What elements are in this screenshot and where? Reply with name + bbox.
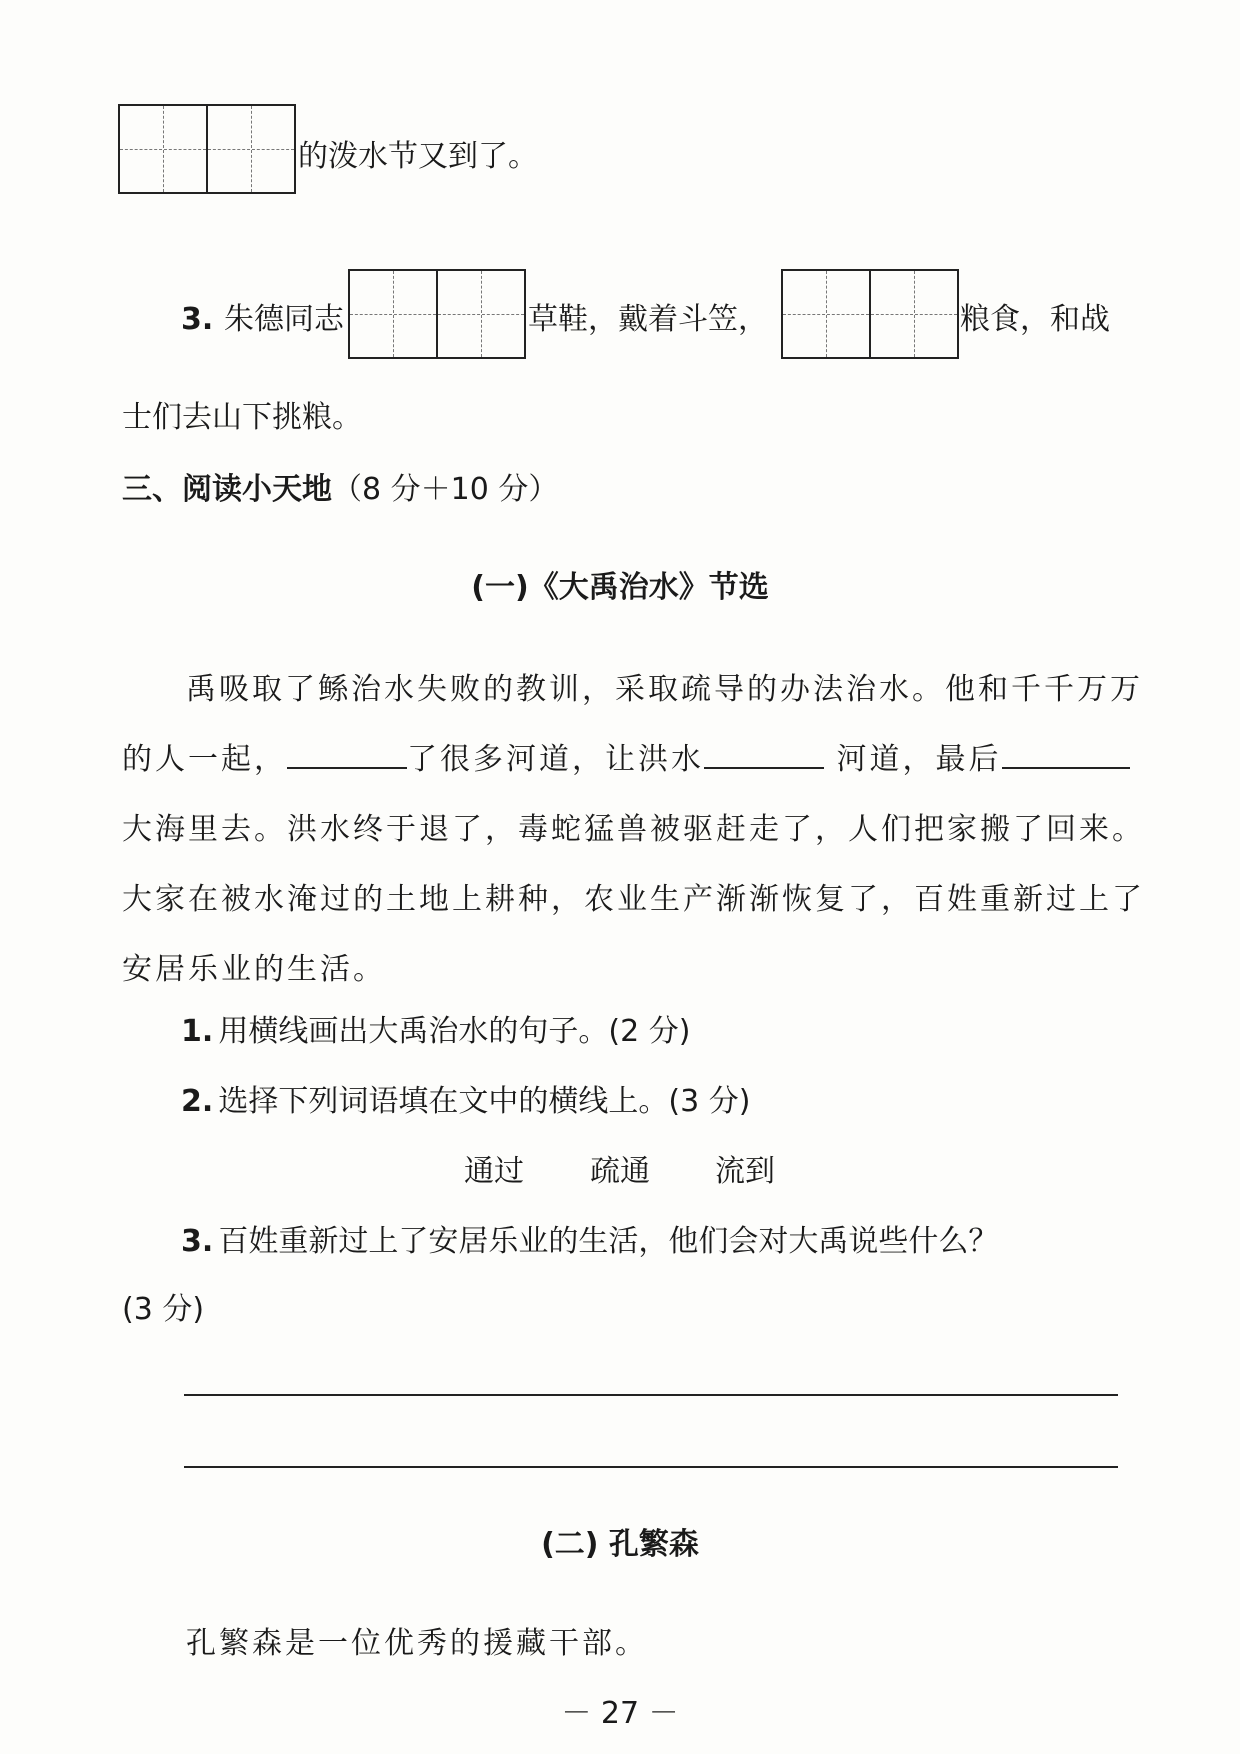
question-number: 2. (181, 1084, 214, 1119)
char-grid-c[interactable] (781, 269, 959, 359)
passage-line: 孔繁森是一位优秀的援藏干部。 (186, 1626, 648, 1661)
q3-text-part3: 粮食，和战 (960, 302, 1110, 337)
answer-line[interactable] (184, 1394, 1118, 1396)
passage-line: 安居乐业的生活。 (122, 952, 386, 987)
passage-line-with-blanks (122, 734, 1130, 778)
section-title: 三、阅读小天地 (122, 472, 332, 507)
answer-blank[interactable] (287, 767, 407, 769)
char-cell[interactable] (350, 271, 436, 357)
char-cell[interactable] (783, 271, 869, 357)
section-score: （8 分＋10 分） (332, 472, 559, 507)
char-cell[interactable] (206, 106, 294, 192)
passage-title: (一)《大禹治水》节选 (471, 570, 769, 605)
q3-text-line2: 士们去山下挑粮。 (122, 400, 362, 435)
passage-text: 河道，最后 (836, 742, 1002, 777)
question-text: 用横线画出大禹治水的句子。(2 分) (218, 1014, 691, 1049)
passage-text: 了很多河道，让洪水 (407, 742, 704, 777)
question-1 (181, 1012, 690, 1052)
passage-text: 的人一起， (122, 742, 287, 777)
passage-line: 大海里去。洪水终于退了，毒蛇猛兽被驱赶走了，人们把家搬了回来。 (122, 812, 1145, 847)
section-heading (122, 470, 558, 510)
char-cell[interactable] (120, 106, 206, 192)
question-text: 选择下列词语填在文中的横线上。(3 分) (218, 1084, 751, 1119)
passage-line: 大家在被水淹过的土地上耕种，农业生产渐渐恢复了，百姓重新过上了 (122, 882, 1145, 917)
question-number: 1. (181, 1014, 214, 1049)
word-option: 通过 (464, 1154, 524, 1189)
word-option: 疏通 (590, 1154, 650, 1189)
char-grid-a[interactable] (118, 104, 296, 194)
fill-in-line-a: 的泼水节又到了。 (298, 139, 538, 174)
q3-text-part2: 草鞋，戴着斗笠， (528, 302, 768, 337)
passage-title: (二) 孔繁森 (541, 1527, 699, 1562)
question-score: (3 分) (122, 1292, 205, 1327)
question-3 (181, 1222, 998, 1262)
answer-blank[interactable] (704, 767, 824, 769)
question-number: 3. (181, 302, 214, 337)
question-2 (181, 1082, 750, 1122)
char-cell[interactable] (869, 271, 957, 357)
question-number: 3. (181, 1224, 214, 1259)
answer-line[interactable] (184, 1466, 1118, 1468)
passage-line: 禹吸取了鲧治水失败的教训，采取疏导的办法治水。他和千千万万 (186, 672, 1143, 707)
q3-text-part1: 朱德同志 (224, 302, 344, 337)
char-cell[interactable] (436, 271, 524, 357)
page-number: － 27 － (561, 1696, 679, 1731)
question-text: 百姓重新过上了安居乐业的生活，他们会对大禹说些什么？ (218, 1224, 999, 1259)
word-option: 流到 (715, 1154, 775, 1189)
char-grid-b[interactable] (348, 269, 526, 359)
answer-blank[interactable] (1002, 767, 1130, 769)
